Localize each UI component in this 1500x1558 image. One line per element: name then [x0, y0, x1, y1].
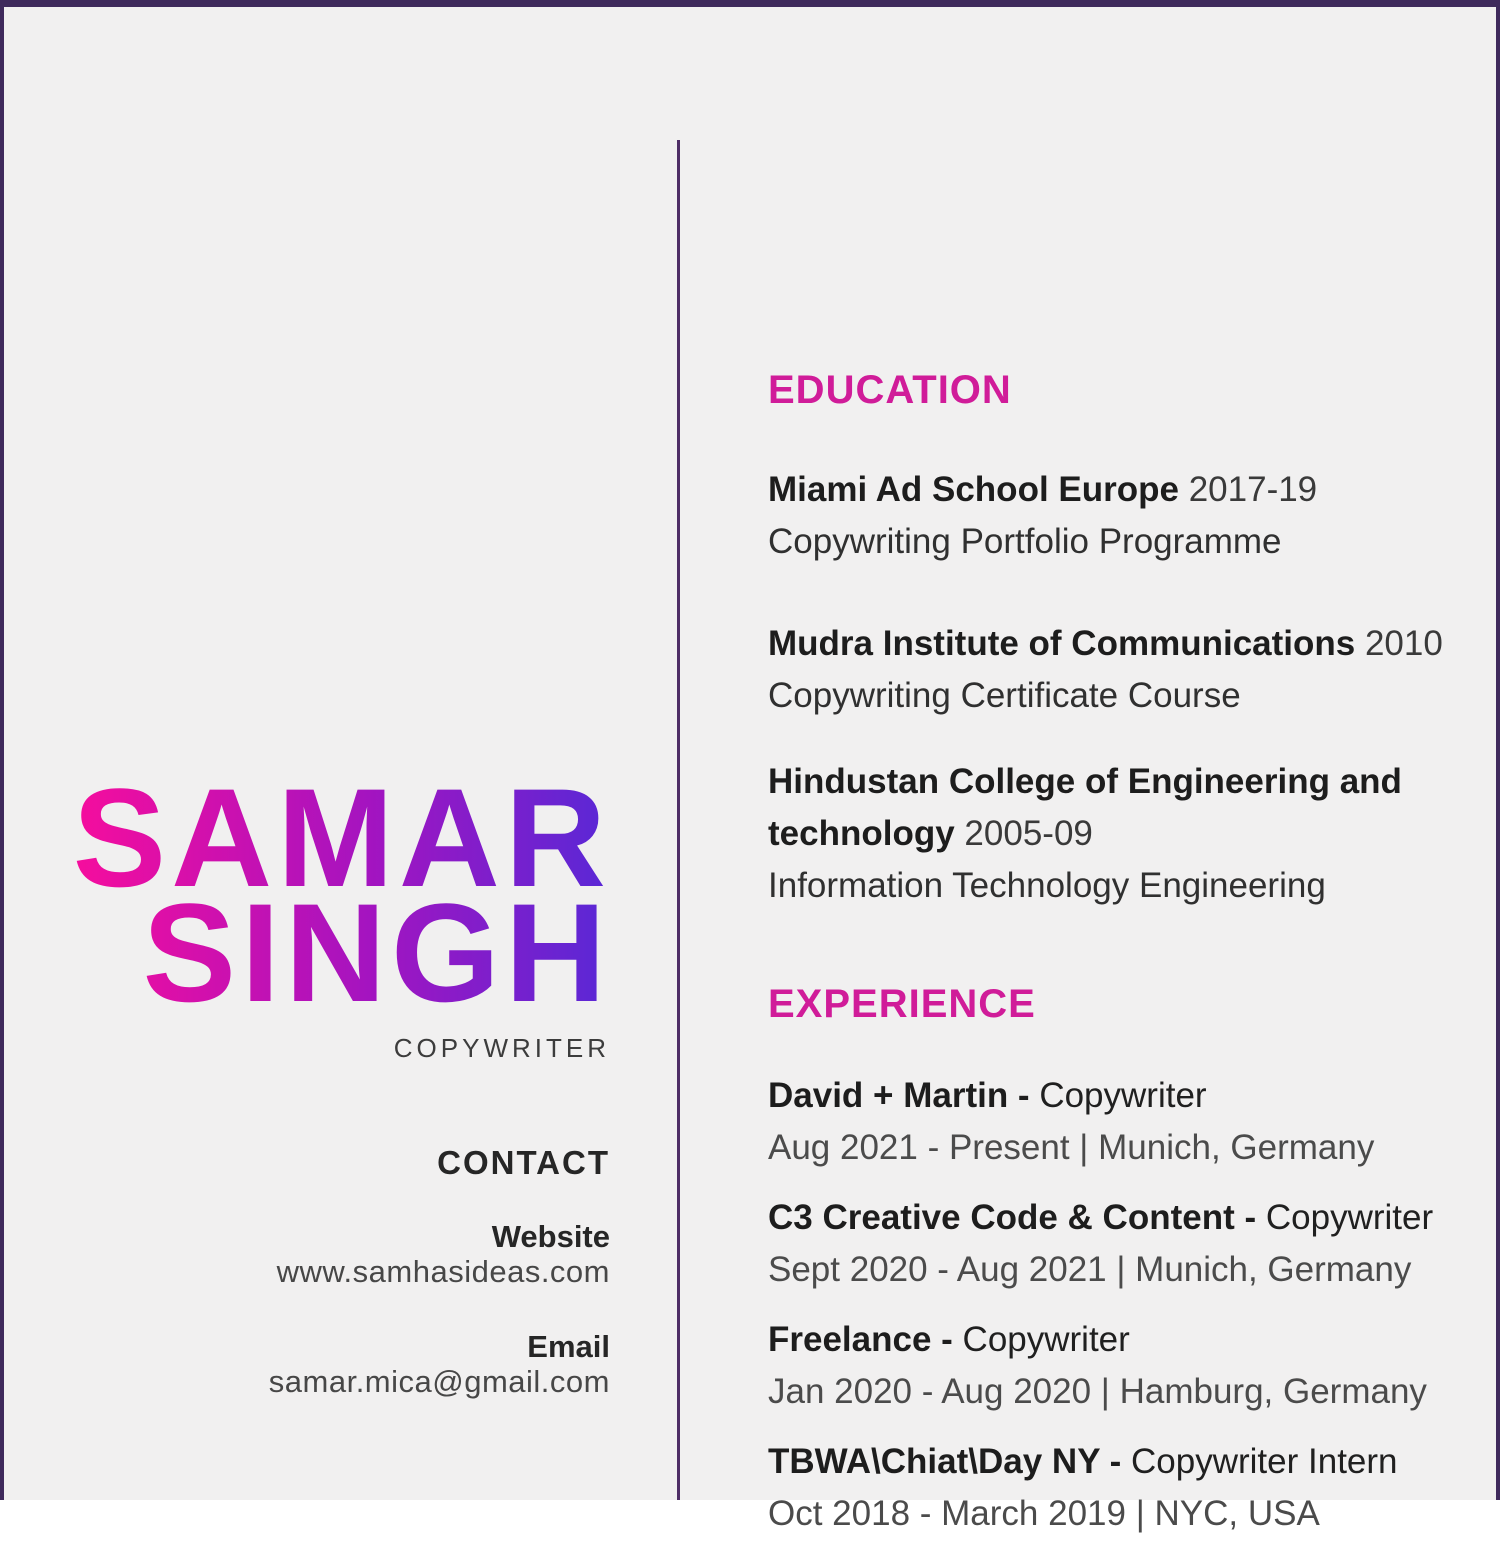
school-name: Mudra Institute of Communications [768, 624, 1356, 663]
education-item [768, 618, 1468, 722]
course-name: Copywriting Portfolio Programme [768, 522, 1282, 561]
contact-email-label: Email [527, 1329, 610, 1364]
job-role: Copywriter [1265, 1198, 1434, 1237]
last-name-line: SINGH [142, 874, 611, 1031]
page-top-border [0, 0, 1500, 7]
contact-heading: CONTACT [437, 1144, 610, 1181]
contact-email-value: samar.mica@gmail.com [268, 1364, 610, 1399]
experience-item [768, 1070, 1468, 1174]
role-title: COPYWRITER [393, 1033, 610, 1063]
experience-title-line [768, 1436, 1468, 1488]
education-years: 2010 [1364, 624, 1443, 663]
page-right-border [1496, 0, 1500, 1500]
experience-title-line [768, 1070, 1468, 1122]
course-name: Copywriting Certificate Course [768, 676, 1241, 715]
company-name: TBWA\Chiat\Day NY - [768, 1442, 1122, 1481]
education-title-line [768, 464, 1468, 516]
job-period: Sept 2020 - Aug 2021 | Munich, Germany [768, 1250, 1412, 1289]
contact-website-value: www.samhasideas.com [276, 1254, 610, 1289]
page-left-border [0, 0, 4, 1500]
company-name: Freelance - [768, 1320, 953, 1359]
contact-website-label: Website [491, 1219, 610, 1254]
experience-heading: EXPERIENCE [768, 982, 1036, 1026]
experience-item [768, 1314, 1468, 1418]
job-role: Copywriter [962, 1320, 1130, 1359]
education-heading: EDUCATION [768, 368, 1012, 412]
school-name: Hindustan College of Engineering and technology [768, 762, 1402, 853]
education-title-line [768, 618, 1468, 670]
job-role: Copywriter [1039, 1076, 1207, 1115]
experience-item [768, 1192, 1468, 1296]
candidate-name [72, 759, 611, 1031]
education-years: 2005-09 [964, 814, 1093, 853]
education-title-line [768, 756, 1468, 860]
experience-title-line [768, 1314, 1468, 1366]
job-period: Jan 2020 - Aug 2020 | Hamburg, Germany [768, 1372, 1427, 1411]
first-name-line: SAMAR [72, 759, 611, 916]
job-role: Copywriter Intern [1131, 1442, 1398, 1481]
company-name: C3 Creative Code & Content - [768, 1198, 1257, 1237]
education-item [768, 464, 1468, 568]
column-divider [677, 140, 680, 1500]
course-name: Information Technology Engineering [768, 866, 1326, 905]
company-name: David + Martin - [768, 1076, 1030, 1115]
experience-title-line [768, 1192, 1468, 1244]
job-period: Aug 2021 - Present | Munich, Germany [768, 1128, 1375, 1167]
school-name: Miami Ad School Europe [768, 470, 1179, 509]
education-years: 2017-19 [1188, 470, 1318, 509]
job-period: Oct 2018 - March 2019 | NYC, USA [768, 1494, 1320, 1533]
main-content [768, 368, 1468, 1558]
education-item [768, 756, 1468, 912]
experience-item [768, 1436, 1468, 1540]
